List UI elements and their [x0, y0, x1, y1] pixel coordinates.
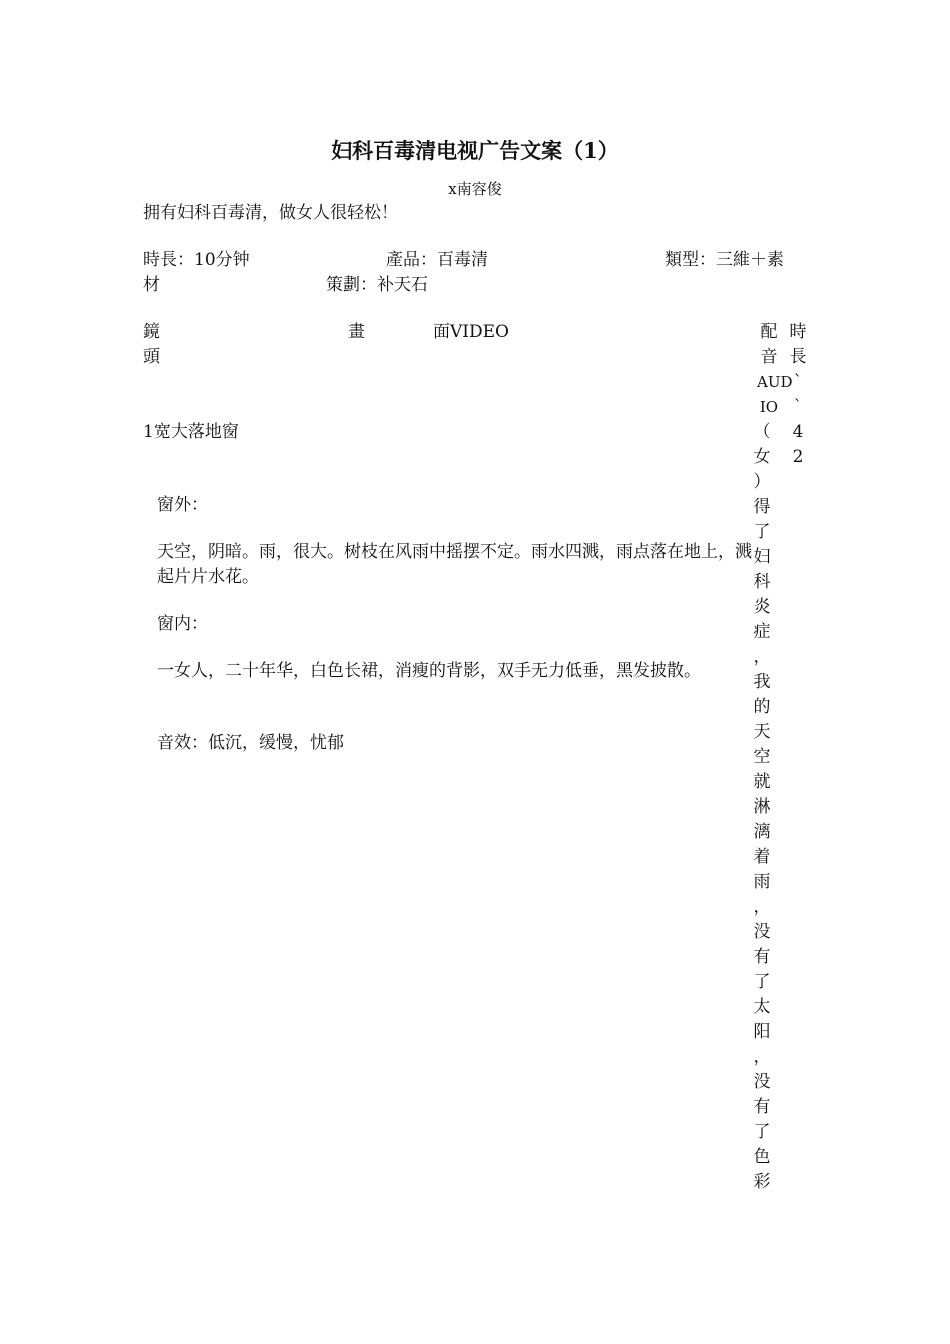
header-time-line: ` — [793, 397, 803, 417]
voiceover-char: 了 — [753, 972, 771, 992]
voiceover-char: 漓 — [753, 822, 771, 842]
author-line: x南容俊 — [448, 180, 502, 198]
inside-description: 一女人，二十年华，白色长裙，消瘦的背影，双手无力低垂，黑发披散。 — [157, 661, 701, 681]
voiceover-char: 妇 — [753, 547, 771, 567]
voiceover-char: （ — [753, 422, 771, 442]
voiceover-char: ， — [753, 897, 771, 917]
header-time-line: 2 — [792, 447, 804, 467]
audio-column — [757, 320, 793, 420]
scene-label: 1宽大落地窗 — [143, 422, 239, 442]
header-picture-1: 畫 — [348, 322, 365, 342]
time-column — [787, 320, 809, 470]
header-picture-2: 面VIDEO — [433, 322, 509, 342]
voiceover-char: 阳 — [753, 1022, 771, 1042]
voiceover-char: 有 — [753, 947, 771, 967]
outside-label: 窗外： — [157, 495, 208, 515]
voiceover-char: 得 — [753, 497, 771, 517]
inside-label: 窗内： — [157, 614, 208, 634]
voiceover-char: 空 — [753, 747, 771, 767]
header-shot-1: 鏡 — [143, 322, 160, 342]
voiceover-char: 色 — [753, 1147, 771, 1167]
meta-type: 類型：三維＋素 — [665, 250, 784, 270]
document-title: 妇科百毒清电视广告文案（1） — [331, 138, 619, 163]
voiceover-char: ） — [753, 472, 771, 492]
voiceover-char: 没 — [753, 1072, 771, 1092]
header-audio-line: IO — [759, 398, 779, 416]
voiceover-char: 就 — [753, 772, 771, 792]
meta-product: 產品：百毒清 — [386, 250, 488, 270]
voiceover-char: 我 — [753, 672, 771, 692]
voiceover-char: 了 — [753, 522, 771, 542]
voiceover-char: ， — [753, 647, 771, 667]
voiceover-char: 淋 — [753, 797, 771, 817]
voiceover-char: 的 — [753, 697, 771, 717]
header-time-line: 4 — [792, 422, 804, 442]
voiceover-char: 雨 — [753, 872, 771, 892]
voiceover-char: 炎 — [753, 597, 771, 617]
voiceover-char: 太 — [753, 997, 771, 1017]
voiceover-char: 天 — [753, 722, 771, 742]
header-audio-line: 配 — [760, 322, 778, 342]
sound-effect: 音效：低沉，缓慢，忧郁 — [157, 733, 344, 753]
header-audio-line: AUD — [757, 373, 793, 391]
voiceover-char: 了 — [753, 1122, 771, 1142]
header-time-line: 時 — [789, 322, 807, 342]
voiceover-char: ， — [753, 1047, 771, 1067]
voiceover-char: 女 — [753, 447, 771, 467]
meta-planner: 策劃：补天石 — [326, 275, 428, 295]
voiceover-char: 有 — [753, 1097, 771, 1117]
voiceover-char: 彩 — [753, 1172, 771, 1192]
voiceover-char: 没 — [753, 922, 771, 942]
voiceover-char: 着 — [753, 847, 771, 867]
meta-type-continued: 材 — [143, 275, 160, 295]
header-time-line: ` — [793, 372, 803, 392]
header-audio-line: 音 — [760, 347, 778, 367]
header-shot-2: 頭 — [143, 347, 160, 367]
meta-duration: 時長：10分钟 — [143, 250, 250, 270]
voiceover-char: 科 — [753, 572, 771, 592]
tagline: 拥有妇科百毒清，做女人很轻松！ — [143, 203, 398, 223]
outside-description: 天空，阴暗。雨，很大。树枝在风雨中摇摆不定。雨水四溅，雨点落在地上，溅起片片水花。 — [157, 542, 752, 587]
header-time-line: 長 — [789, 347, 807, 367]
voiceover-char: 症 — [753, 622, 771, 642]
voiceover-text — [751, 420, 773, 1195]
